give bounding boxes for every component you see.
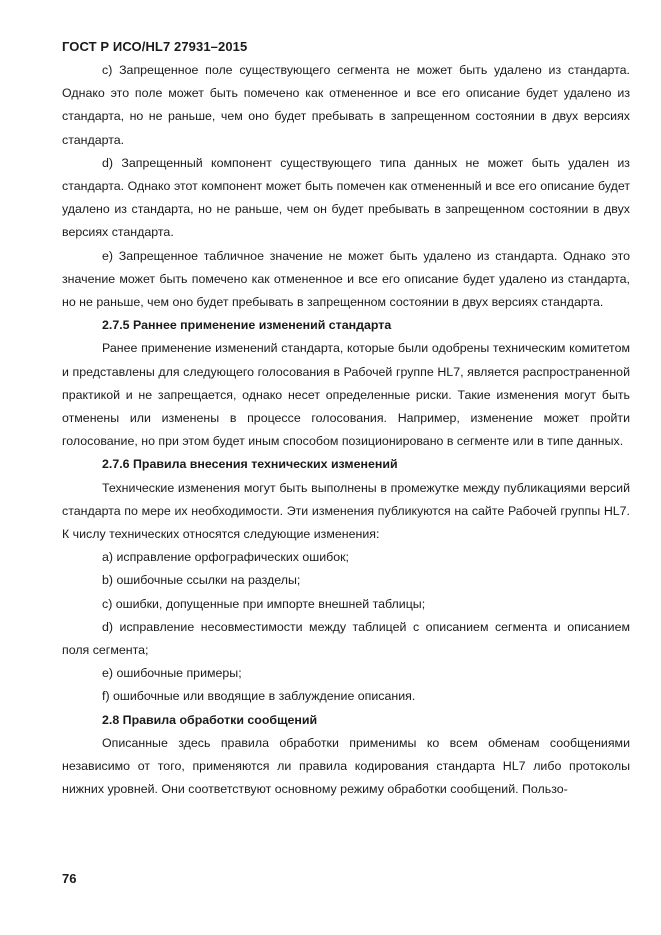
document-body xyxy=(62,59,630,802)
list-item-a: a) исправление орфографических ошибок; xyxy=(102,550,349,565)
section-body-2-8: Описанные здесь правила обработки применимы ко всем обменам сообщениями независимо от того, применяются ли правила кодирования стандарта HL7 либо протоколы нижних уровней. Они соответствуют основному режиму обработки сообщений. Пользо- xyxy=(62,735,630,797)
paragraph-item-d: d) Запрещенный компонент существующего типа данных не может быть удален из стандарта. Однако этот компонент может быть помечен как отмененный и все его описание будет удалено из стандарта, но не раньше, чем он будет пребывать в запрещенном состоянии в двух версиях стандарта. xyxy=(62,155,630,240)
section-body-2-7-6: Технические изменения могут быть выполнены в промежутке между публикациями версий стандарта по мере их необходимости. Эти изменения публикуются на сайте Рабочей группы HL7. К числу технических относятся следующие изменения: xyxy=(62,480,630,542)
section-heading-2-8: 2.8 Правила обработки сообщений xyxy=(102,712,318,727)
document-header-title: ГОСТ Р ИСО/HL7 27931–2015 xyxy=(62,39,248,54)
paragraph-item-e: e) Запрещенное табличное значение не может быть удалено из стандарта. Однако это значение может быть помечено как отмененное и все его описание будет удалено из стандарта, но не раньше, чем оно будет пребывать в запрещенном состоянии в двух версиях стандарта. xyxy=(62,248,630,310)
list-item-c: c) ошибки, допущенные при импорте внешней таблицы; xyxy=(102,596,426,611)
list-item-b: b) ошибочные ссылки на разделы; xyxy=(102,573,301,588)
page-number: 76 xyxy=(62,871,77,886)
list-item-d: d) исправление несовместимости между таблицей с описанием сегмента и описанием поля сегмента; xyxy=(62,619,630,658)
section-body-2-7-5: Ранее применение изменений стандарта, которые были одобрены техническим комитетом и представлены для следующего голосования в Рабочей группе HL7, является распространенной практикой и не запрещается, однако несет определенные риски. Такие изменения могут быть отменены или изменены в процессе голосования. Например, изменение может пройти голосование, но при этом будет иным способом позиционировано в сегменте или в типе данных. xyxy=(62,341,630,449)
paragraph-item-c: c) Запрещенное поле существующего сегмента не может быть удалено из стандарта. Однако это поле может быть помечено как отмененное и все его описание будет удалено из стандарта, но не раньше, чем оно будет пребывать в запрещенном состоянии в двух версиях стандарта. xyxy=(62,63,630,147)
section-heading-2-7-5: 2.7.5 Раннее применение изменений стандарта xyxy=(102,318,392,333)
list-item-f: f) ошибочные или вводящие в заблуждение описания. xyxy=(102,689,416,704)
list-item-e: e) ошибочные примеры; xyxy=(102,666,242,681)
section-heading-2-7-6: 2.7.6 Правила внесения технических изменений xyxy=(102,457,398,472)
